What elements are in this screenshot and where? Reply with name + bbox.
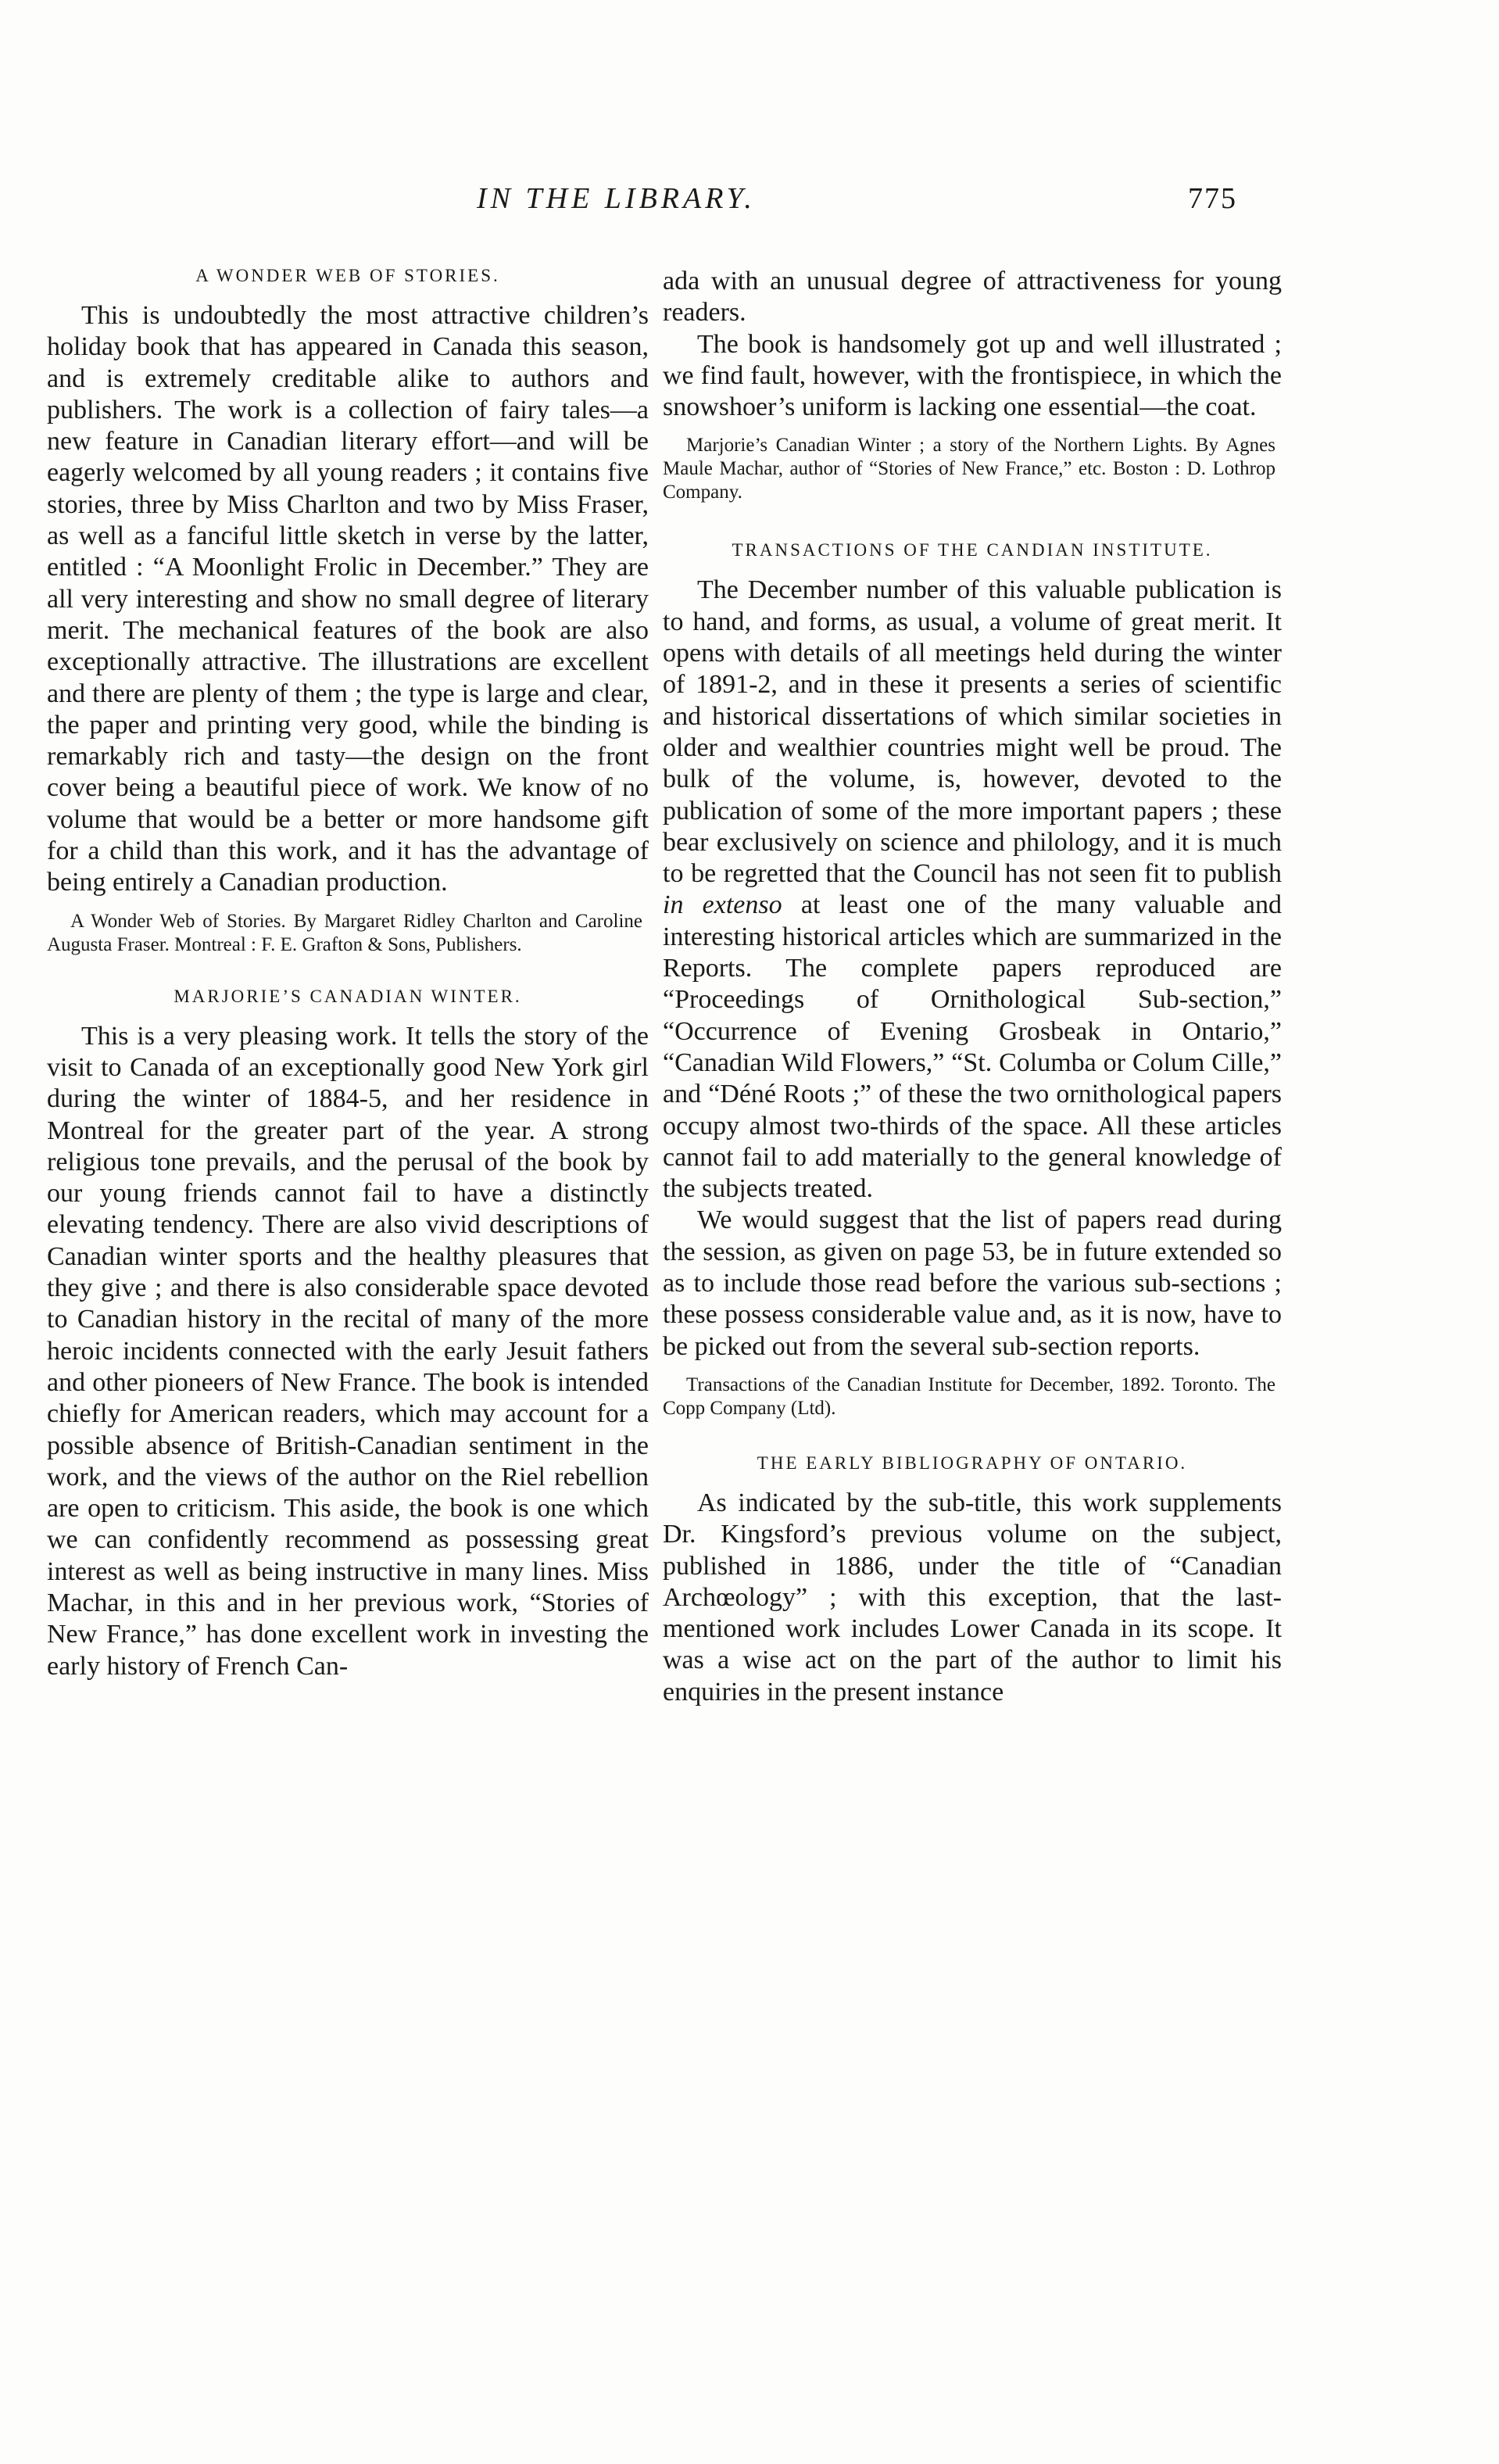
review-body-text: at least one of the many valuable and interesting historical articles which are summarized in the Reports. The complete papers reproduced are “Proceedings of Ornithological Sub-section,” “Occurrence of Evening Grosbeak in Ontario,” “Canadian Wild Flowers,” “St. Columba or Colum Cille,” and “Déné Roots ;” of these the two ornithological papers occupy almost two-thirds of the space. All these articles cannot fail to add materially to the general knowledge of the subjects treated. xyxy=(663,890,1282,1204)
right-column xyxy=(663,266,1282,1708)
section-heading: MARJORIE’S CANADIAN WINTER. xyxy=(174,986,522,1006)
italic-phrase: in extenso xyxy=(663,890,782,920)
book-citation: A Wonder Web of Stories. By Margaret Ridley Charlton and Caroline Augusta Fraser. Montreal : F. E. Grafton & Sons, Publishers. xyxy=(47,910,642,955)
section-heading: THE EARLY BIBLIOGRAPHY OF ONTARIO. xyxy=(757,1452,1188,1473)
review-body-text: The December number of this valuable publication is to hand, and forms, as usual, a volume of great merit. It opens with details of all meetings held during the winter of 1891-2, and in these it presents a series of scientific and historical dissertations of which similar societies in older and wealthier countries might well be proud. The bulk of the volume, is, however, devoted to the publication of some of the more important papers ; these bear exclusively on science and philology, and it is much to be regretted that the Council has not seen fit to publish xyxy=(663,575,1282,889)
running-title: IN THE LIBRARY. xyxy=(477,182,756,215)
review-body: This is undoubtedly the most attractive children’s holiday book that has appeared in Canada this season, and is extremely creditable alike to authors and publishers. The work is a collection of fairy tales—a new feature in Canadian literary effort—and will be eagerly welcomed by all young readers ; it contains five stories, three by Miss Charlton and two by Miss Fraser, as well as a fanciful little sketch in verse by the latter, entitled : “A Moonlight Frolic in December.” They are all very interesting and show no small degree of literary merit. The mechanical features of the book are also exceptionally attractive. The illustrations are excellent and there are plenty of them ; the type is large and clear, the paper and printing very good, while the binding is remarkably rich and tasty—the design on the front cover being a beautiful piece of work. We know of no volume that would be a better or more handsome gift for a child than this work, and it has the advantage of being entirely a Canadian production. xyxy=(47,301,649,897)
page-number: 775 xyxy=(1188,182,1237,215)
section-heading: A WONDER WEB OF STORIES. xyxy=(195,266,500,285)
left-column xyxy=(47,266,649,1682)
running-header xyxy=(0,181,1499,228)
book-citation: Marjorie’s Canadian Winter ; a story of the Northern Lights. By Agnes Maule Machar, author of “Stories of New France,” etc. Boston : D. Lothrop Company. xyxy=(663,435,1275,503)
review-marjorie-continued xyxy=(663,266,1282,504)
review-body xyxy=(663,575,1282,1205)
review-marjorie xyxy=(47,987,649,1682)
section-heading: TRANSACTIONS OF THE CANDIAN INSTITUTE. xyxy=(732,540,1213,560)
review-body: ada with an unusual degree of attractiveness for young readers. xyxy=(663,267,1282,328)
review-wonder-web xyxy=(47,266,649,957)
book-citation: Transactions of the Canadian Institute for December, 1892. Toronto. The Copp Company (Ltd). xyxy=(663,1373,1275,1419)
review-bibliography xyxy=(663,1453,1282,1708)
review-body: The book is handsomely got up and well illustrated ; we find fault, however, with the frontispiece, in which the snowshoer’s uniform is lacking one essential—the coat. xyxy=(663,329,1282,422)
review-body: We would suggest that the list of papers read during the session, as given on page 53, be in future extended so as to include those read before the various sub-sections ; these possess considerable value and, as it is now, have to be picked out from the several sub-section reports. xyxy=(663,1205,1282,1361)
review-body: This is a very pleasing work. It tells the story of the visit to Canada of an exceptionally good New York girl during the winter of 1884-5, and her residence in Montreal for the greater part of the year. A strong religious tone prevails, and the perusal of the book by our young friends cannot fail to have a distinctly elevating tendency. There are also vivid descriptions of Canadian winter sports and the healthy pleasures that they give ; and there is also considerable space devoted to Canadian history in the recital of many of the more heroic incidents connected with the early Jesuit fathers and other pioneers of New France. The book is intended chiefly for American readers, which may account for a possible absence of British-Canadian sentiment in the work, and the views of the author on the Riel rebellion are open to criticism. This aside, the book is one which we can confidently recommend as possessing great interest as well as being instructive in many lines. Miss Machar, in this and in her previous work, “Stories of New France,” has done excellent work in investing the early history of French Can- xyxy=(47,1021,649,1681)
review-body: As indicated by the sub-title, this work supplements Dr. Kingsford’s previous volume on the subject, published in 1886, under the title of “Canadian Archœology” ; with this exception, that the last-mentioned work includes Lower Canada in its scope. It was a wise act on the part of the author to limit his enquiries in the present instance xyxy=(663,1488,1282,1707)
review-transactions xyxy=(663,540,1282,1420)
